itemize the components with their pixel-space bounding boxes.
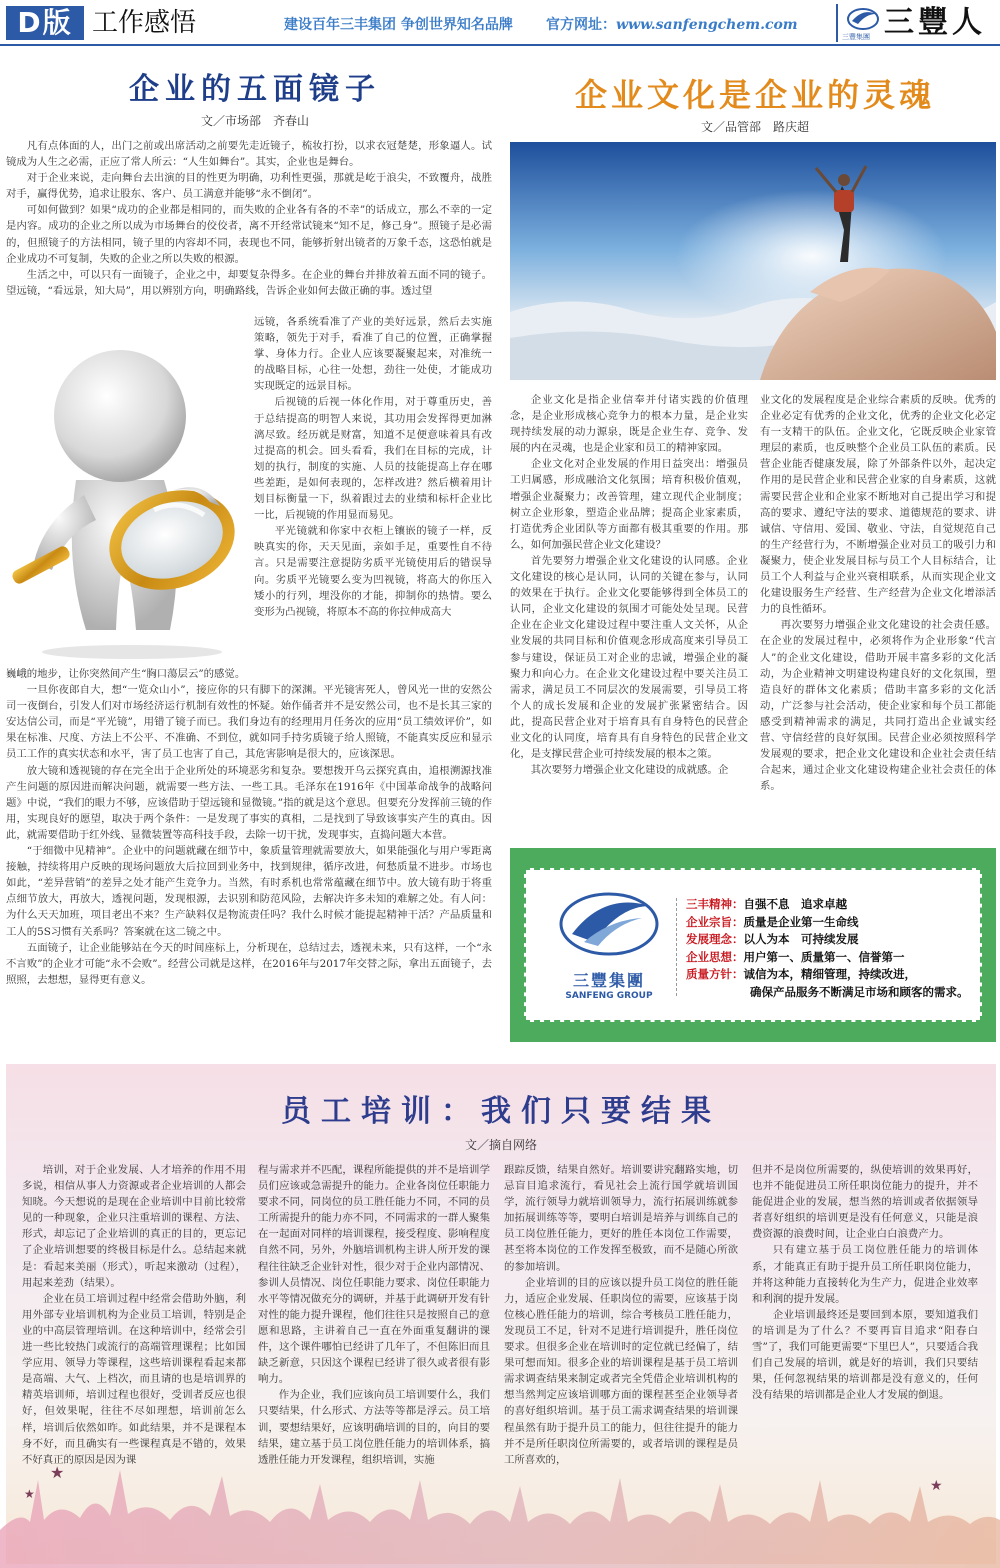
paragraph: 生活之中，可以只有一面镜子，企业之中，却要复杂得多。在企业的舞台并排放着五面不同的镜子。望远镜，“看远景，知大局”，用以辨别方向，明确路线，告诉企业如何去做正确的事。透过望	[6, 268, 492, 297]
values-key: 发展理念：	[686, 932, 744, 946]
star-icon: ★	[24, 1487, 35, 1501]
article3-byline: 文／摘自网络	[464, 1138, 537, 1152]
values-row-purpose	[686, 914, 986, 932]
paragraph: 放大镜和透视镜的存在完全出于企业所处的环境恶劣和复杂。要想拨开乌云探究真由，追根溯源找准产生问题的原因进而解决问题，就需要一些方法、一些工具。毛泽东在1916年《中国革命战争的战略问题》中说，“我们的眼力不够，应该借助于望远镜和显微镜。”指的就是这个意思。但要充分发挥前三镜的作用，实现良好的愿望，取决于两个条件：一是发现了事实的真相，二是找到了导致该事实产生的真由。因此，就需要借助于红外线、显微装置等高科技手段，去除一切干扰，发现事实，直捣问题大本营。	[6, 764, 492, 841]
paragraph: 企业在员工培训过程中经常会借助外脑，利用外部专业培训机构为企业员工培训，特别是企业的中高层管理培训。在这种培训中，经常会引进一些比较热门或流行的高端管理课程；比如国学应用、领导力等课程，这些培训课程看起来都是高端、大气、上档次，而且请的也是培训界的精英培训师，培训过程也很好，受训者反应也很好，但效果呢，往往不尽如理想，培训前怎么样，培训后依然如昨。如此结果，并不是课程本身不好，而且确实有一些课程真是不错的，效果不好真正的原因是因为课	[22, 1292, 246, 1466]
paragraph: 凡有点体面的人，出门之前或出席活动之前要先走近镜子，梳妆打扮，以求衣冠楚楚，形象逼人。试镜成为人生之必需，正应了常人所云：“人生如舞台”。其实，企业也是舞台。	[6, 140, 492, 169]
paragraph: 其次要努力增强企业文化建设的成就感。企	[530, 764, 729, 777]
article2-column-2	[760, 392, 996, 834]
paragraph: 远镜，各系统看准了产业的美好远景，然后去实施策略，领先于对手，看准了自己的位置，正确掌握掌、身体力行。企业人应该要凝聚起来，对准统一的战略目标，心往一处想，劲往一处使，才能成功实现既定的远景目标。	[254, 316, 492, 393]
masthead-brand	[836, 4, 996, 42]
article2-column-1	[510, 392, 748, 834]
paragraph: 企业培训的目的应该以提升员工岗位的胜任能力，适应企业发展、任职岗位的需要，应该基于岗位核心胜任能力的培训，综合考核员工胜任能力，发现员工不足，针对不足进行培训提升，胜任岗位要求。但很多企业在培训时的定位就已经偏了，结果可想而知。很多企业的培训课程是基于员工培训需求调查结果来制定或者完全凭借企业培训机构的想当然判定应该培训哪方面的课程甚至企业领导者的喜好组织培训。基于员工需求调查结果的培训课程虽然有助于提升员工的能力，但往往提升的能力并不是所任职岗位所需要的，或者培训的课程是员工所喜欢的，	[504, 1276, 738, 1466]
paragraph: 对于企业来说，走向舞台去出演的目的性更为明确，功利性更强，那就是屹于浪尖，不致覆舟，战胜对手，赢得优势，追求让股东、客户、员工满意并能够“永不倒闭”。	[6, 172, 492, 201]
sanfeng-logo-icon	[846, 6, 880, 32]
article2-byline: 文／品管部 路庆超	[700, 120, 809, 134]
article2-title: 企业文化是企业的灵魂	[574, 76, 935, 114]
values-value: 质量是企业第一生命线	[743, 914, 859, 929]
paragraph: 企业培训最终还是要回到本原，要知道我们的培训是为了什么？不要再盲目追求“阳春白雪”了，我们可能更需要“下里巴人”，只要适合我们自己发展的培训，就是好的培训，我们只要结果，任何忽视结果的培训都是没有意义的，任何没有结果的培训都是企业人才发展的倒退。	[752, 1308, 978, 1402]
paragraph: 可如何做到？如果“成功的企业都是相同的，而失败的企业各有各的不幸”的话成立，那么不幸的一定是内容。成功的企业之所以成为市场舞台的佼佼者，离不开经常试镜来“知不足，修己身”。照镜子是必需的，但照镜子的方法相同，镜子里的内容却不同，表现也不同，能够折射出镜者的万象千态，这恐怕就是企业成功不可复制，失败的企业之所以失败的根源。	[6, 204, 492, 265]
article1-byline: 文／市场部 齐春山	[200, 114, 309, 128]
paragraph: 再次要努力增强企业文化建设的社会责任感。在企业的发展过程中，必须将作为企业形象“代言人”的企业文化建设，借助开展丰富多彩的文化活动，为企业精神文明建设构建良好的文化氛围，塑造良好的群体文化素质；借助丰富多彩的文化活动，广泛参与社会活动，使企业家和每个员工都能感受到精神需求的满足，共同打造出企业诚实经营、守信经营的良好氛围。民营企业必须按照科学发展观的要求，把企业文化建设和企业社会责任结合起来，通过企业文化建设构建企业社会责任的体系。	[760, 619, 996, 793]
masthead-slogan: 建设百年三丰集团 争创世界知名品牌	[284, 17, 513, 33]
paragraph: 业文化的发展程度是企业综合素质的反映。优秀的企业必定有优秀的企业文化，优秀的企业文化必定有一支精干的队伍。企业文化，它既反映企业家管理层的素质，也反映整个企业员工队伍的素质。民营企业能否健康发展，除了外部条件以外，起决定作用的是民营企业和民营企业家的自身素质，这就需要民营企业和企业家不断地对自己提出学习和提高的要求、遵纪守法的要求、道德规范的要求、讲诚信、守信用、爱国、敬业、守法，自觉规范自己的生产经营行为，不断增强企业对员工的吸引力和凝聚力，使企业发展目标与员工个人目标结合，让员工个人利益与企业兴衰相联系，从而实现企业文化建设服务生产经营、生产经营为企业文化增添活力的良性循环。	[760, 394, 996, 616]
paragraph: 只有建立基于员工岗位胜任能力的培训体系，才能真正有助于提升员工所任职岗位能力，并将这种能力直接转化为生产力，促进企业效率和利润的提升发展。	[752, 1244, 978, 1305]
paragraph: 培训，对于企业发展、人才培养的作用不用多说，相信从事人力资源或者企业培训的人都会知晓。今天想说的是现在企业培训中目前比较常见的一种现象，企业只注重培训的课程、方法、形式，却忘记了企业培训的真正的目的，更忘记了企业培训想要的终极目标是什么。总结起来就是：看起来美丽（形式），听起来激动（过程），用起来差劲（结果）。	[22, 1164, 246, 1289]
values-value: 用户第一、质量第一、信誉第一	[743, 949, 905, 964]
magnifier-figure-illustration	[4, 330, 248, 660]
paragraph: 五面镜子，让企业能够站在今天的时间座标上，分析现在，总结过去，透视未来，只有这样，一个“永不言败”的企业才可能“永不会败”。经营公司就是这样，在2016年与2017年交替之际，拿出五面镜子，去照照，去想想，显得更有意义。	[6, 941, 492, 986]
star-icon: ★	[50, 1463, 65, 1482]
values-value: 诚信为本，精细管理，持续改进，	[743, 967, 916, 981]
logo-en-text: SANFENG GROUP	[565, 991, 653, 1001]
values-key: 三丰精神：	[686, 897, 744, 911]
values-key: 企业思想：	[686, 949, 744, 964]
values-row-thought	[686, 949, 986, 967]
paragraph: 一旦你夜郎自大，想“一览众山小”，接应你的只有脚下的深渊。平光镜害死人，曾风光一世的安然公司一夜倒台，引发人们对市场经济运行机制有效性的怀疑。始作俑者并不是安然公司，也不是长其三家的安达信公司，而是“平光镜”，用错了镜子而已。我们身边有的经理用月任务次的应用“员工绩效评价”，如果在标准、尺度、方法上不公平、不准确、不到位，就如同手持劣质镜子给人照镜，不能真实反应和显示员工工作的真实状态和水平，害了员工也害了自己，其危害影响是很大的，应该深思。	[6, 684, 492, 761]
paragraph: “于细微中见精神”。企业中的问题就藏在细节中，象质量管理就需要放大，如果能强化与用户零距离接触，持续将用户反映的现场问题放大后拉回到业务中，找到规律，循序改进，何愁质量不进步。市场也如此，“差异营销”的差异之处才能产生竞争力。当然，有时系机也常常蕴藏在细节中。放大镜有助于将重点细节放大，再放大，透视问题，发现根源，去识别和防范风险，去解决许多未知的难解之处。有人问：为什么天天加班，项目老出不来？生产缺料仅是物流责任吗？我什么时候才能提起精神干活？产品质量和工人的5S习惯有关系吗？答案就在这二镜之中。	[6, 845, 492, 938]
article3-title: 员工培训：我们只要结果	[281, 1094, 721, 1129]
values-divider	[676, 898, 677, 996]
paragraph: 巍峨的地步，让你突然间产生“胸口蕩层云”的感觉。	[6, 668, 246, 680]
summit-handshake-photo	[510, 142, 996, 380]
article1-body-top	[6, 138, 492, 314]
edition-label: D版	[6, 6, 84, 40]
values-row-spirit	[686, 896, 986, 914]
group-logo	[554, 884, 664, 1004]
paragraph: 平光镜就和你家中衣柜上镶嵌的镜子一样，反映真实的你，天天见面，亲如手足，重要性自不待言。只是需要注意提防劣质平光镜使用后的错误导向。劣质平光镜要么变为凹视镜，将高大的你压入矮小的行列，埋没你的才能，抑制你的热情。要么变形为凸视镜，将原本不高的你拉伸成高大	[254, 525, 492, 618]
paragraph: 后视镜的后视一体化作用，对于尊重历史，善于总结提高的明智人来说，其功用会发挥得更加淋漓尽致。经历就是财富，知道不足便意味着具有改过提高的机会。回头看看，我们在目标的完成，计划的执行，制度的实施、人员的技能提高上存在哪些差距，是如何表现的，怎样改进？然后横着用计划目标衡量一下，纵着跟过去的业绩和标杆企业比一比，后视镜的作用显而易见。	[254, 396, 492, 522]
brand-name: 三豐人	[884, 5, 986, 40]
values-row-philosophy	[686, 931, 986, 949]
article1-body-bottom	[6, 666, 492, 1046]
corporate-values-box	[510, 848, 996, 1042]
values-value: 以人为本 可持续发展	[743, 932, 859, 946]
section-title: 工作感悟	[92, 8, 197, 38]
values-key: 企业宗旨：	[686, 914, 744, 929]
article1-body-right	[254, 314, 492, 666]
official-site	[546, 14, 798, 34]
star-icon: ★	[930, 1478, 943, 1494]
article1-title: 企业的五面镜子	[129, 72, 381, 107]
site-label: 官方网址：	[546, 17, 616, 33]
paragraph: 企业文化是指企业信奉并付诸实践的价值理念，是企业形成核心竞争力的根本力量，是企业实现持续发展的动力源泉，既是企业生存、竞争、发展的内在灵魂，也是企业家和员工的精神家园。	[510, 394, 748, 455]
paragraph: 程与需求并不匹配，课程所能提供的并不是培训学员们应该或急需提升的能力。企业各岗位任职能力要求不同，同岗位的员工胜任能力不同，不同的员工所需提升的能力亦不同，不同需求的一群人聚集在一起面对同样的培训课程，接受程度、影响程度自然不同，另外，外脑培训机构主讲人所开发的课程往往缺乏企业针对性，很少对于企业内部情况、参训人员情况、岗位任职能力要求、岗位任职能力水平等情况做充分的调研，并基于此调研开发有针对性的能力提升课程，他们往往只是按照自己的意愿和思路，主讲着自己一直在外面重复翻讲的课件，这个课件哪怕已经讲了几年了，不但陈旧而且缺乏新意，只因这个课程已经讲了很久或者很有影响力。	[258, 1164, 490, 1386]
cheering-crowd-silhouette	[0, 1450, 1000, 1568]
paragraph: 跟踪反馈，结果自然好。培训要讲究翻路实地，切忌盲目追求流行，看见社会上流行国学就培训国学，流行领导力就培训领导力，流行拓展训练就参加拓展训练等等，要明白培训是培养与训练自己的员工岗位胜任能力，更好的胜任本岗位工作需要，甚至将本岗位的工作发挥至极致，而不是随心所欲的参加培训。	[504, 1164, 738, 1273]
site-url-link[interactable]: www.sanfengchem.com	[616, 17, 798, 33]
values-value: 自强不息 追求卓越	[743, 897, 847, 911]
values-key: 质量方针：	[686, 967, 744, 981]
masthead	[0, 0, 1000, 46]
logo-cn-text: 三豐集團	[572, 971, 645, 990]
values-inner-panel	[524, 868, 982, 1022]
values-row-quality	[686, 966, 986, 984]
paragraph: 企业文化对企业发展的作用日益突出：增强员工归属感，形成融洽文化氛围；培育积极价值观，增强企业凝聚力；改善管理，建立现代企业制度；树立企业形象，塑造企业品牌；提高企业家素质，打造优秀企业团队等方面都有极其重要的作用。那么，如何加强民营企业文化建设？	[510, 458, 748, 551]
values-quality-continued: 确保产品服务不断满足市场和顾客的需求。	[750, 984, 969, 999]
values-list	[686, 896, 986, 1001]
paragraph: 首先要努力增强企业文化建设的认同感。企业文化建设的核心是认同，认同的关键在参与，认同的效果在于执行。企业文化要能够得到全体员工的认同，企业文化建设的氛围才可能处处呈现。民营企业在企业文化建设过程中要注重人文关怀，从企业发展的共同目标和价值观念形成高度来引导员工参与建设，保证员工对企业的忠诚，增强企业的凝聚力和向心力。在企业文化建设过程中要关注员工需求，满足员工不同层次的发展需要，引导员工将个人的成长发展和企业的发展扩张紧密结合。因此，提高民营企业对于培育具有自身特色的民营企业文化的认同度，培育具有自身特色的民营企业文化，是支撑民营企业可持续发展的根本之策。	[510, 554, 748, 761]
paragraph: 作为企业，我们应该向员工培训要什么，我们只要结果，什么形式、方法等等都是浮云。员工培训，要想结果好，应该明确培训的目的，向目的要结果，建立基于员工岗位胜任能力的培训体系，搞透胜任能力开发课程，组织培训，实施	[258, 1389, 490, 1466]
paragraph: 但并不是岗位所需要的，纵使培训的效果再好，也并不能促进员工所任职岗位能力的提升，并不能促进企业的发展，想当然的培训或者依据领导者喜好组织的培训更是没有任何意义，只能是浪费资源的浪费时间，让企业白白浪费产力。	[752, 1164, 978, 1241]
brand-small-text: 三豐集團	[842, 33, 870, 41]
sanfeng-emblem-icon	[554, 884, 664, 964]
